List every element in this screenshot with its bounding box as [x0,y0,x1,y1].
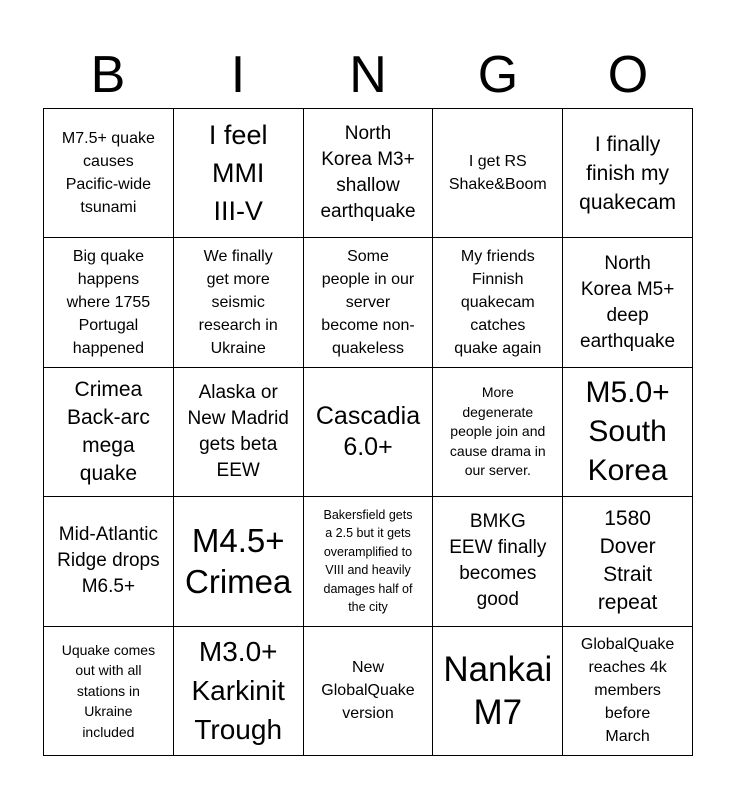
bingo-cell[interactable] [174,238,304,367]
cell-text: North Korea M3+ shallow earthquake [320,123,416,223]
header-letter-g: G [477,46,519,104]
cell-text: We finally get more seismic research in Ukraine [198,248,278,358]
bingo-cell[interactable] [433,497,563,626]
cell-text: M7.5+ quake causes Pacific-wide tsunami [61,130,155,217]
cell-text: M4.5+ Crimea [185,522,292,601]
cell-text: North Korea M5+ deep earthquake [580,252,676,352]
cell-text: M5.0+ South Korea [585,376,670,488]
cell-text: M3.0+ Karkinit Trough [191,636,285,746]
bingo-cell[interactable] [563,497,693,626]
bingo-cell[interactable] [174,109,304,238]
cell-text: Bakersfield gets a 2.5 but it gets overamplified to VIII and heavily damages half of the city [323,507,413,615]
bingo-cell[interactable] [563,238,693,367]
cell-text: I finally finish my quakecam [579,132,677,214]
cell-text: Uquake comes out with all stations in Ukraine included [61,641,156,740]
header-letter-n: N [349,46,387,104]
header-letter-b: B [90,46,126,104]
cell-text: I get RS Shake&Boom [448,153,547,194]
cell-text: Big quake happens where 1755 Portugal happened [66,248,151,358]
bingo-cell[interactable] [44,627,174,756]
bingo-cell[interactable] [563,627,693,756]
cell-text: More degenerate people join and cause drama in our server. [449,384,546,479]
bingo-cell[interactable] [433,368,563,497]
cell-text: Mid-Atlantic Ridge drops M6.5+ [57,524,160,598]
bingo-cell[interactable] [44,497,174,626]
cell-text: My friends Finnish quakecam catches quake again [454,248,542,358]
bingo-cell[interactable] [563,109,693,238]
cell-text: Cascadia 6.0+ [315,401,421,461]
bingo-cell[interactable] [174,627,304,756]
bingo-header [43,42,693,108]
cell-text: Nankai M7 [443,649,553,732]
bingo-cell[interactable] [433,109,563,238]
bingo-cell[interactable] [304,497,434,626]
bingo-cell[interactable] [304,368,434,497]
cell-text: Alaska or New Madrid gets beta EEW [187,381,289,481]
cell-text: GlobalQuake reaches 4k members before March [580,636,675,746]
bingo-cell[interactable] [433,238,563,367]
cell-text: 1580 Dover Strait repeat [597,507,658,615]
cell-text: New GlobalQuake version [321,659,415,723]
bingo-cell[interactable] [563,368,693,497]
cell-text: BMKG EEW finally becomes good [449,511,547,611]
bingo-cell[interactable] [44,368,174,497]
bingo-cell[interactable] [304,238,434,367]
bingo-cell[interactable] [174,368,304,497]
header-letter-o: O [607,46,649,104]
bingo-cell[interactable] [174,497,304,626]
bingo-grid [43,108,693,756]
header-letter-i: I [230,46,246,104]
cell-text: Crimea Back-arc mega quake [66,377,150,485]
bingo-cell[interactable] [304,627,434,756]
bingo-cell[interactable] [433,627,563,756]
bingo-cell[interactable] [304,109,434,238]
cell-text: Some people in our server become non- quakeless [321,248,415,358]
bingo-cell[interactable] [44,238,174,367]
bingo-cell[interactable] [44,109,174,238]
cell-text: I feel MMI III-V [208,120,268,227]
